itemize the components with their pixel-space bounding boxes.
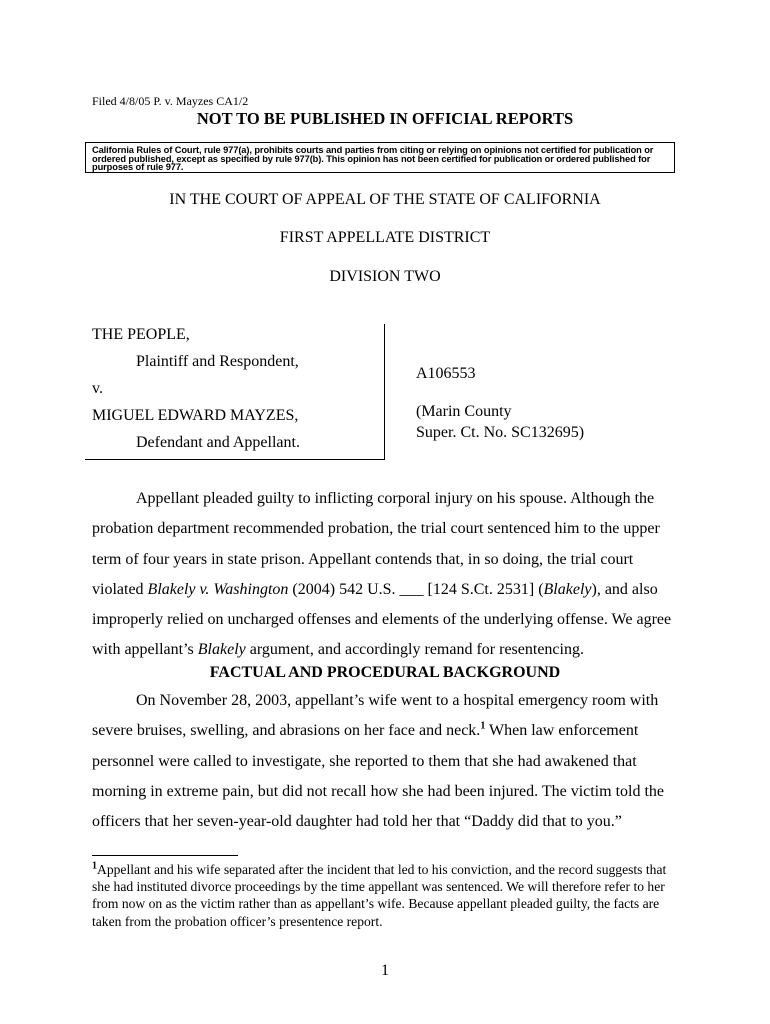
footnote-separator — [92, 855, 238, 856]
defendant-role: Defendant and Appellant. — [136, 434, 300, 451]
rule-notice-box: California Rules of Court, rule 977(a), prohibits courts and parties from citing or relying on opinions not certified for publication or ordered published, except as specified by rule 977(b). This opinion has not been certified for publication or ordered published for purposes of rule 977. — [85, 142, 675, 173]
plaintiff-name: THE PEOPLE, — [92, 326, 190, 343]
versus: v. — [92, 380, 103, 397]
caption-vertical-rule — [384, 324, 385, 460]
footnote-1 — [92, 861, 672, 930]
plaintiff-role: Plaintiff and Respondent, — [136, 353, 299, 370]
opinion-intro — [92, 484, 682, 666]
case-citation: Blakely v. Washington — [147, 580, 289, 598]
paragraph-1: Appellant pleaded guilty to inflicting corporal injury on his spouse. Although the probation department recommended probation, the trial court sentenced him to the upper term of four years in state prison. Appellant contends that, in so doing, the trial court violated Blakely v. Washington (2004) 542 U.S. ___ [124 S.Ct. 2531] (Blakely), and also improperly relied on uncharged offenses and elements of the underlying offense. We agree with appellant’s Blakely argument, and accordingly remand for resentencing. — [92, 490, 672, 659]
paragraph-2: On November 28, 2003, appellant’s wife went to a hospital emergency room with severe bruises, swelling, and abrasions on her face and neck.$^1$ When law enforcement personnel were called to investigate, she reported to them that she had awakened that morning in extreme pain, but did not recall how she had been injured. The victim told the officers that her seven-year-old daughter had told her that “Daddy did that to you.” — [92, 692, 665, 831]
defendant-name: MIGUEL EDWARD MAYZES, — [92, 407, 299, 424]
not-published-heading: NOT TO BE PUBLISHED IN OFFICIAL REPORTS — [196, 109, 574, 128]
appellate-district: FIRST APPELLATE DISTRICT — [279, 229, 491, 246]
case-number: A106553 — [416, 365, 476, 382]
background-text — [92, 686, 682, 837]
division: DIVISION TWO — [329, 268, 441, 285]
filed-line: Filed 4/8/05 P. v. Mayzes CA1/2 — [92, 94, 249, 108]
footnote-reference: 1 — [480, 720, 486, 732]
caption-horizontal-rule — [85, 459, 385, 460]
footnote-text: Appellant and his wife separated after the incident that led to his conviction, and the record suggests that she had instituted divorce proceedings by the time appellant was sentenced. We will therefore refer to her from now on as the victim rather than as appellant’s wife. Because appellant pleaded guilty, the facts are taken from the probation officer’s presentence report. — [92, 862, 667, 929]
page-number: 1 — [381, 962, 389, 979]
footnote-marker: 1 — [92, 860, 97, 872]
section-heading: FACTUAL AND PROCEDURAL BACKGROUND — [209, 664, 561, 681]
court-name: IN THE COURT OF APPEAL OF THE STATE OF CALIFORNIA — [169, 191, 601, 208]
superior-court-number: Super. Ct. No. SC132695) — [416, 424, 585, 441]
county: (Marin County — [416, 403, 512, 420]
